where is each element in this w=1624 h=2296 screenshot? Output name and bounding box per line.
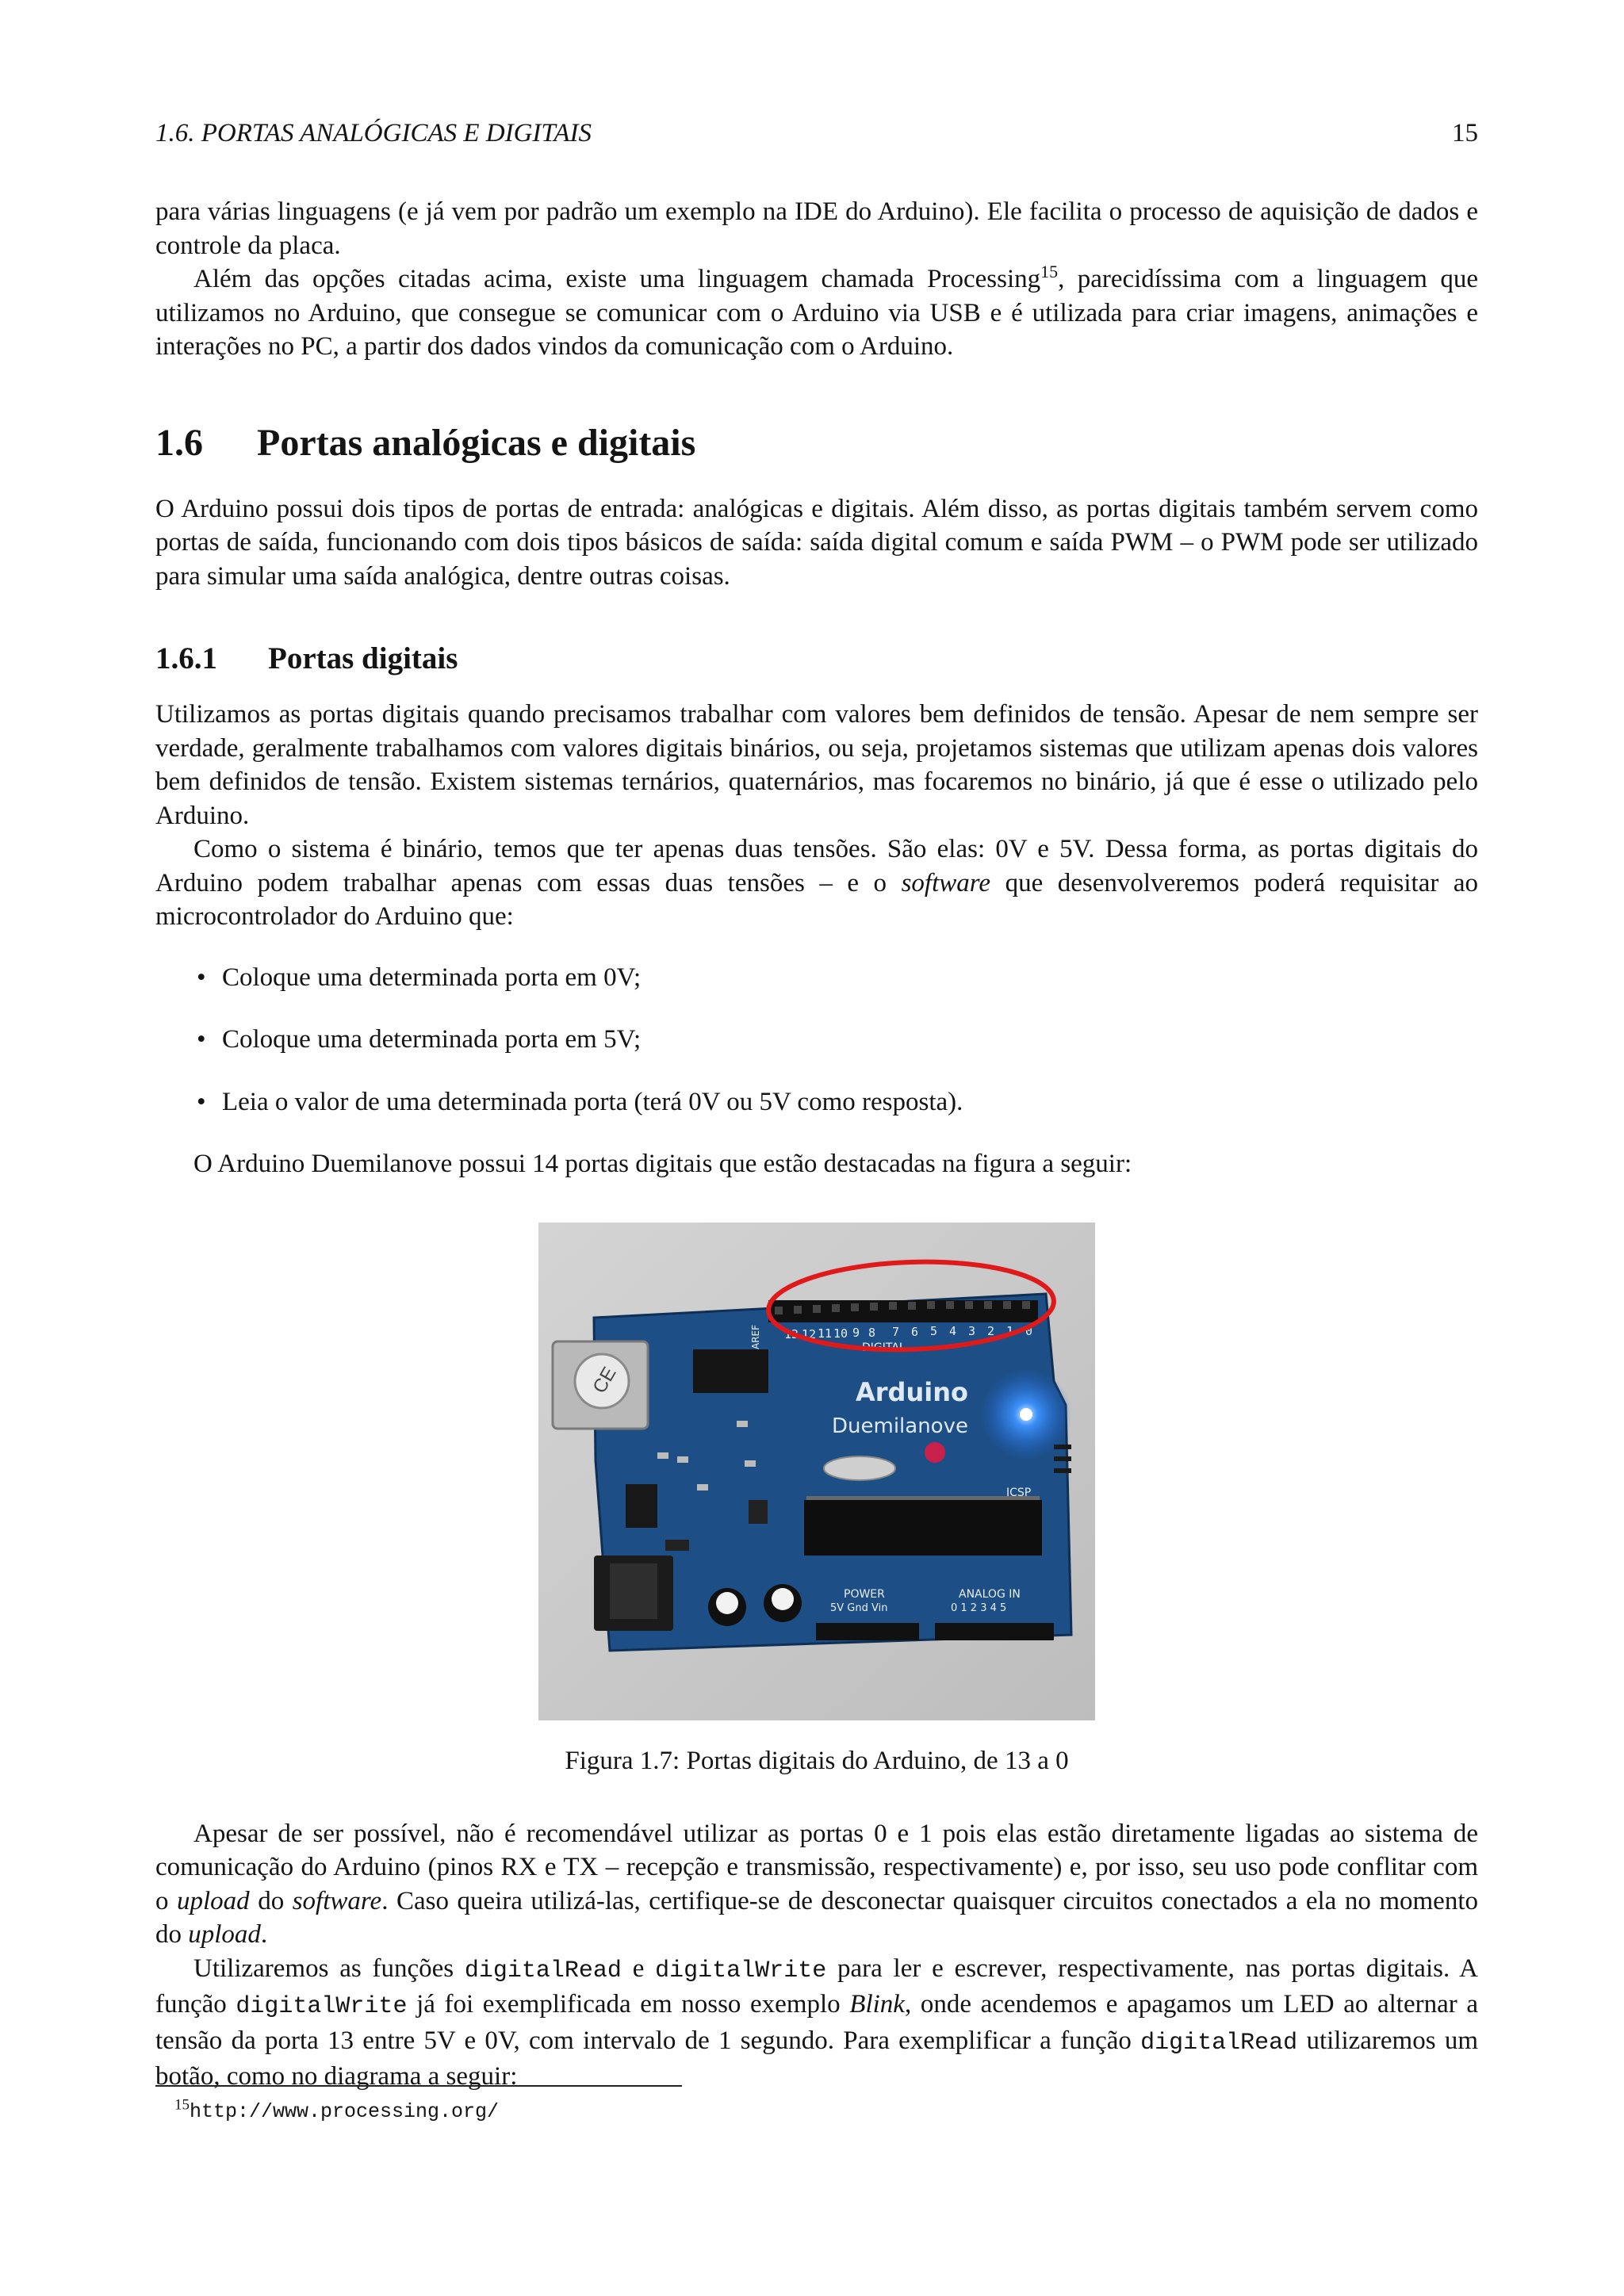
intro-paragraph-2: Além das opções citadas acima, existe uma linguagem chamada Processing$^{15}$, parecidíssima com a linguagem que utilizamos no Arduino, que consegue se comunicar com o Arduino via USB e é utilizada para criar imagens, animações e interações no PC, a partir dos dados vindos da comunicação com o Arduino. [155, 262, 1478, 361]
digital-header [768, 1300, 1038, 1322]
pin-label: 2 [987, 1323, 995, 1338]
footnote-url[interactable]: http://www.processing.org/ [190, 2100, 500, 2123]
analog-header [935, 1623, 1054, 1640]
section-number: 1.6 [155, 421, 203, 464]
page-number: 15 [1452, 119, 1478, 147]
arduino-board-photo [538, 1223, 1095, 1720]
list-item: • Coloque uma determinada porta em 5V; [197, 1025, 642, 1054]
digital-label: DIGITAL [862, 1341, 906, 1354]
code-digitalread: digitalRead [464, 1957, 622, 1984]
analog-label: ANALOG IN [959, 1587, 1021, 1601]
pin-label: 11 [818, 1326, 833, 1341]
code-digitalwrite: digitalWrite [655, 1957, 827, 1984]
footnote-number: 15 [174, 2096, 190, 2114]
svg-text:CE: CE [588, 1363, 621, 1397]
pin-label: 4 [949, 1323, 957, 1338]
crystal [824, 1456, 895, 1480]
code-digitalread: digitalRead [1140, 2029, 1298, 2057]
running-header [155, 119, 1478, 154]
pin-label: 6 [911, 1324, 919, 1339]
pin-label: 5 [930, 1323, 938, 1338]
power-label: POWER [844, 1587, 885, 1601]
board-name: Arduino [856, 1376, 968, 1407]
analog-pins-label: 0 1 2 3 4 5 [951, 1601, 1007, 1614]
subsection-paragraph-3: O Arduino Duemilanove possui 14 portas digitais que estão destacadas na figura a seguir: [193, 1150, 1132, 1178]
pin-label: 7 [892, 1324, 900, 1339]
list-item: • Leia o valor de uma determinada porta (terá 0V ou 5V como resposta). [197, 1087, 963, 1116]
footnote [174, 2096, 499, 2126]
pin-label: 0 [1025, 1323, 1033, 1338]
footnote-ref[interactable]: 15 [1040, 262, 1059, 281]
figure-caption: Figura 1.7: Portas digitais do Arduino, de 13 a 0 [565, 1746, 1069, 1775]
after-figure-paragraph-2: Utilizaremos as funções digitalRead e digitalWrite para ler e escrever, respectivamente, nas portas digitais. A função digitalWrite já foi exemplificada em nosso exemplo Blink, onde acendemos e apagamos um LED ao alternar a tensão da porta 13 entre 5V e 0V, com intervalo de 1 segundo. Para exemplificar a função digitalRead utilizaremos um botão, como no diagrama a seguir: [155, 1954, 1478, 2091]
section-paragraph-1: O Arduino possui dois tipos de portas de entrada: analógicas e digitais. Além disso, as portas digitais também servem como portas de saída, funcionando com dois tipos básicos de saída: saída digital comum e saída PWM – o PWM pode ser utilizado para simular uma saída analógica, dentre outras coisas. [155, 494, 1478, 591]
pin-label: 12 [802, 1326, 817, 1341]
pin-label: 10 [833, 1326, 848, 1341]
pin-label: 13 [784, 1326, 799, 1341]
after-figure-paragraph-1: Apesar de ser possível, não é recomendável utilizar as portas 0 e 1 pois elas estão diretamente ligadas ao sistema de comunicação do Arduino (pinos RX e TX – recepção e transmissão, respectivamente) e, por isso, seu uso pode conflitar com o upload do software. Caso queira utilizá-las, certifique-se de desconectar quaisquer circuitos conectados a ela no momento do upload. [155, 1819, 1479, 1949]
pin-label: 9 [852, 1325, 860, 1340]
subsection-heading [155, 641, 1478, 677]
pin-label: 8 [868, 1325, 876, 1340]
reset-button [925, 1442, 945, 1463]
power-header [816, 1623, 919, 1640]
section-title: Portas analógicas e digitais [257, 421, 696, 464]
icsp-label: ICSP [1006, 1486, 1032, 1499]
footnote-rule [155, 2085, 682, 2087]
pin-label: 1 [1006, 1323, 1014, 1338]
power-pins-label: 5V Gnd Vin [830, 1601, 888, 1614]
list-item: • Coloque uma determinada porta em 0V; [197, 962, 642, 992]
subsection-title: Portas digitais [268, 641, 458, 675]
subsection-number: 1.6.1 [155, 641, 217, 675]
code-digitalwrite: digitalWrite [236, 1993, 408, 2020]
subsection-paragraph-1: Utilizamos as portas digitais quando precisamos trabalhar com valores bem definidos de tensão. Apesar de nem sempre ser verdade, geralmente trabalhamos com valores digitais binários, ou seja, projetamos sistemas que utilizam apenas dois valores bem definidos de tensão. Existem sistemas ternários, quaternários, mas focaremos no binário, já que é esse o utilizado pelo Arduino. [155, 700, 1478, 830]
intro-paragraph-1: para várias linguagens (e já vem por padrão um exemplo na IDE do Arduino). Ele facilita o processo de aquisição de dados e controle da placa. [155, 197, 1478, 260]
subsection-paragraph-2: Como o sistema é binário, temos que ter apenas duas tensões. São elas: 0V e 5V. Dessa forma, as portas digitais do Arduino podem trabalhar apenas com essas duas tensões – e o software que desenvolveremos poderá requisitar ao microcontrolador do Arduino que: [155, 835, 1479, 931]
header-section-title: 1.6. PORTAS ANALÓGICAS E DIGITAIS [155, 119, 592, 147]
microcontroller [804, 1500, 1042, 1556]
figure-1-7 [155, 1223, 1478, 1777]
bullet-list [155, 961, 1478, 1119]
page-content [155, 195, 1478, 2094]
section-heading [155, 421, 1478, 465]
aref-label: AREF [750, 1324, 761, 1349]
board-model: Duemilanove [832, 1414, 968, 1438]
pin-label: 3 [968, 1323, 976, 1338]
ftdi-chip [693, 1349, 768, 1393]
